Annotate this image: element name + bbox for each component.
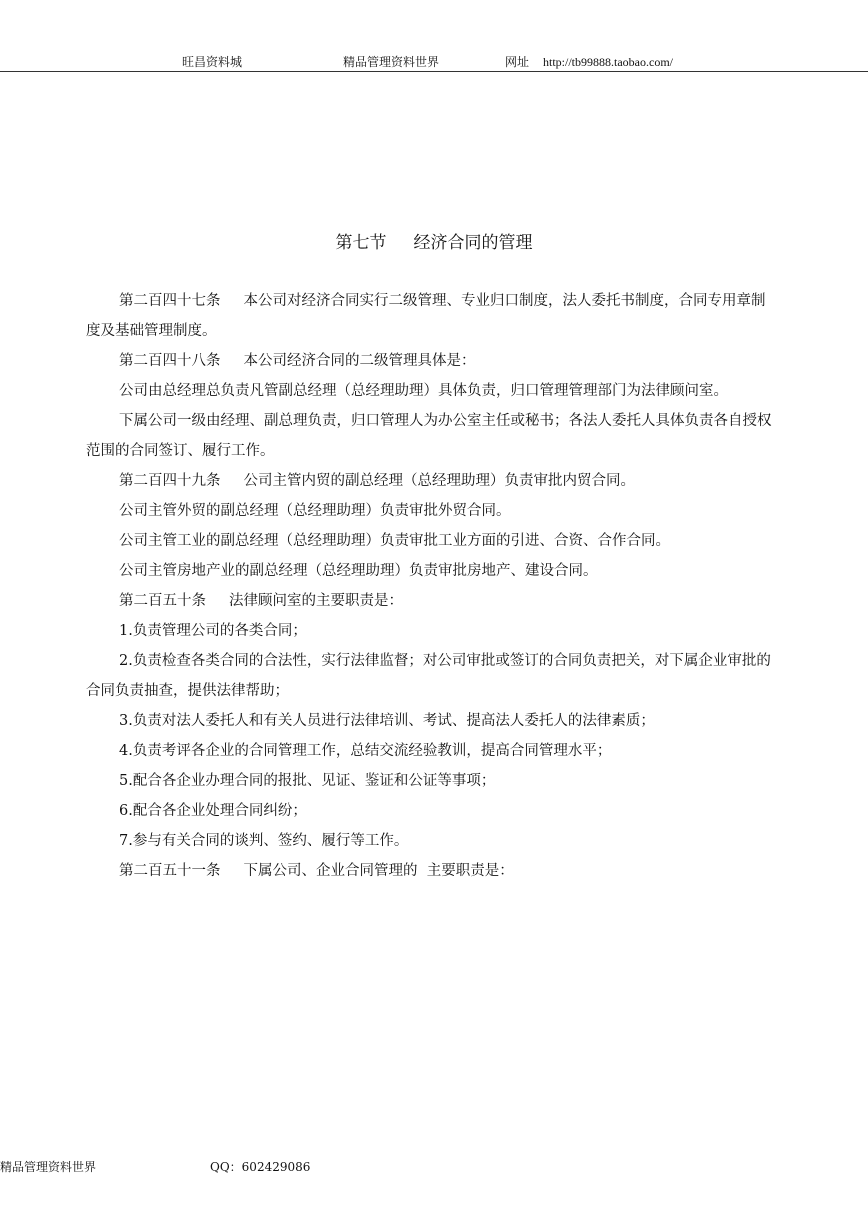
footer-site-name: 精品管理资料世界 [0, 1160, 97, 1174]
paragraph: 第二百四十七条 本公司对经济合同实行二级管理、专业归口制度，法人委托书制度，合同专用章制度及基础管理制度。 [86, 293, 766, 339]
paragraph: 下属公司一级由经理、副总理负责，归口管理人为办公室主任或秘书；各法人委托人具体负责各自授权范围的合同签订、履行工作。 [86, 413, 772, 459]
paragraph: 1.负责管理公司的各类合同； [119, 623, 307, 639]
paragraph: 6.配合各企业处理合同纠纷； [119, 803, 307, 819]
paragraph: 第二百四十八条 本公司经济合同的二级管理具体是： [119, 353, 476, 369]
document-body [86, 286, 772, 886]
header-site-name: 精品管理资料世界 [343, 55, 440, 69]
header-divider [0, 71, 868, 72]
header-url-label: 网址 [505, 55, 530, 69]
paragraph: 公司由总经理总负责凡管副总经理（总经理助理）具体负责，归口管理管理部门为法律顾问室。 [119, 383, 728, 399]
section-title: 第七节 经济合同的管理 [335, 233, 533, 253]
paragraph: 公司主管房地产业的副总经理（总经理助理）负责审批房地产、建设合同。 [119, 563, 598, 579]
paragraph: 第二百四十九条 公司主管内贸的副总经理（总经理助理）负责审批内贸合同。 [119, 473, 636, 489]
paragraph: 3.负责对法人委托人和有关人员进行法律培训、考试、提高法人委托人的法律素质； [119, 713, 655, 729]
page-header [0, 52, 868, 72]
footer-qq: QQ：602429086 [210, 1160, 311, 1174]
paragraph: 公司主管工业的副总经理（总经理助理）负责审批工业方面的引进、合资、合作合同。 [119, 533, 670, 549]
paragraph: 7.参与有关合同的谈判、签约、履行等工作。 [119, 833, 409, 849]
header-shop-name: 旺昌资料城 [182, 55, 243, 69]
paragraph: 5.配合各企业办理合同的报批、见证、鉴证和公证等事项； [119, 773, 496, 789]
header-url: http://tb99888.taobao.com/ [543, 55, 673, 69]
page-footer [0, 1157, 868, 1177]
paragraph: 公司主管外贸的副总经理（总经理助理）负责审批外贸合同。 [119, 503, 511, 519]
paragraph: 第二百五十一条 下属公司、企业合同管理的 主要职责是： [119, 863, 514, 879]
paragraph: 4.负责考评各企业的合同管理工作，总结交流经验教训，提高合同管理水平； [119, 743, 612, 759]
paragraph: 第二百五十条 法律顾问室的主要职责是： [119, 593, 404, 609]
paragraph: 2.负责检查各类合同的合法性，实行法律监督；对公司审批或签订的合同负责把关，对下属企业审批的合同负责抽查，提供法律帮助； [86, 653, 771, 699]
